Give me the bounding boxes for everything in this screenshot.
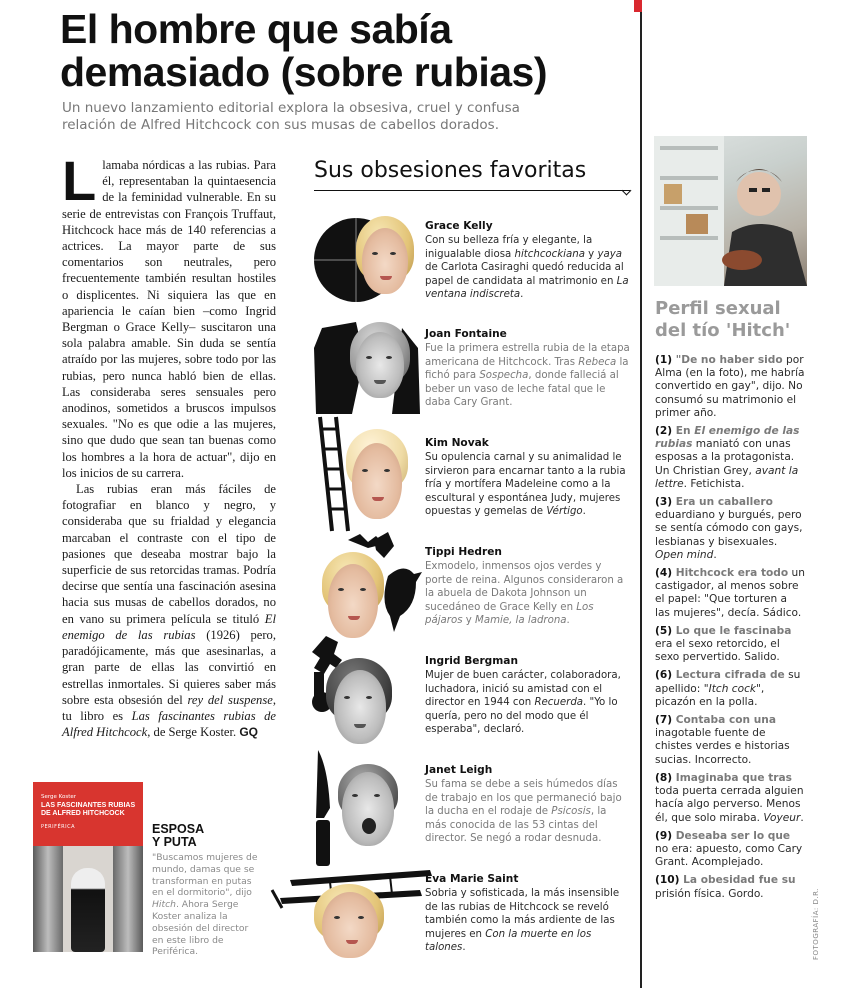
item-text: inagotable fuente de chistes verdes e historias sucias. Incorrecto.: [655, 727, 790, 766]
desc-text: Con su belleza fría y elegante, la inigualable diosa: [425, 235, 593, 260]
grace-kelly-eye-right: [390, 252, 396, 255]
body-p2-c: , tu libro es: [62, 692, 276, 723]
item-number: (9): [655, 829, 673, 842]
deck-line-2: relación de Alfred Hitchcock con sus musas de cabellos dorados.: [62, 117, 499, 133]
profile-item-3: [655, 496, 805, 562]
item-text: prisión física. Gordo.: [655, 887, 764, 900]
desc-em: hitchcockiana: [514, 248, 585, 260]
corner-accent: [634, 0, 642, 12]
sidebar-title: [655, 298, 815, 342]
desc-text: de Carlota Casiraghi quedó reducida al papel de candidata al matrimonio en: [425, 262, 624, 287]
item-text: eduardiano y burgués, pero se sentía cómodo con gays, lesbianas y bisexuales.: [655, 509, 803, 548]
item-number: (4): [655, 567, 673, 580]
tippi-hedren-face: [328, 564, 378, 638]
desc-em: Sospecha: [479, 370, 529, 382]
body-p2-a: Las rubias eran más fáciles de fotografiar en blanco y negro, y consideraba que su frialdad y elegancia marcaban el contraste con el tipo de pasiones que deseaba mostrar bajo la superficie de sus retorcidas tramas. Podría decirse que sentía una fascinación asesina hacia sus musas de cabellos dorados, no en vano su primera película se tituló: [62, 482, 276, 626]
obsessions-title: Sus obsesiones favoritas: [314, 158, 587, 183]
item-tail: , picazón en la polla.: [655, 682, 765, 708]
janet-leigh-eye-right: [374, 794, 380, 797]
obsession-name: Janet Leigh: [425, 764, 493, 776]
body-paragraph-1: [62, 149, 276, 481]
item-tail: .: [800, 811, 804, 824]
deck: [62, 100, 622, 134]
kim-novak-eye-left: [362, 469, 368, 472]
desc-text: , la más conocida de las 53 cintas del director. Se negó a rodar desnuda.: [425, 806, 607, 845]
profile-item-9: [655, 830, 805, 870]
desc-em: yaya: [597, 248, 622, 260]
sidebar-title-line-1: Perfil sexual: [655, 298, 781, 319]
eva-marie-saint-face: [322, 892, 378, 958]
eva-marie-saint-eye-right: [358, 916, 364, 919]
obsession-entry-janet-leigh: [425, 764, 630, 845]
ingrid-bergman-eye-right: [366, 696, 372, 699]
portrait-grace-kelly: [308, 210, 420, 306]
book-box-title-line-2: Y PUTA: [152, 835, 197, 849]
desc-em: Recuerda: [534, 697, 584, 709]
item-lead: Contaba con una: [672, 714, 776, 727]
grace-kelly-face: [362, 228, 408, 294]
item-number: (2): [655, 425, 673, 438]
desc-em: Los pájaros: [425, 601, 594, 627]
desc-text: .: [582, 506, 586, 518]
grace-kelly-eye-left: [372, 252, 378, 255]
item-em: Open mind: [655, 548, 714, 561]
joan-fontaine-face: [356, 332, 404, 398]
obsession-entry-joan-fontaine: [425, 328, 630, 409]
book-box-text: [152, 852, 262, 958]
item-lead-em: El enemigo de las rubias: [655, 425, 800, 451]
item-em: avant la lettre: [655, 464, 799, 490]
desc-text: y: [462, 615, 476, 627]
book-cover-band: [33, 782, 143, 846]
obsession-name: Grace Kelly: [425, 220, 493, 232]
headline-line-1: El hombre que sabía: [60, 6, 452, 52]
janet-leigh-screaming-mouth: [362, 818, 376, 834]
item-number: (3): [655, 496, 673, 509]
portrait-ingrid-bergman: [304, 632, 424, 750]
gq-logo-mark: GQ: [239, 725, 258, 740]
obsession-name: Kim Novak: [425, 437, 489, 449]
body-p2-d: , de Serge Koster.: [147, 725, 240, 740]
profile-item-5: [655, 625, 805, 665]
obsession-desc: [425, 778, 630, 845]
desc-text: la fichó para: [425, 356, 629, 382]
item-lead: La obesidad fue su: [679, 874, 796, 887]
desc-text: Su fama se debe a seis húmedos días de trabajo en los que permaneció bajo la ducha en el rodaje de: [425, 779, 622, 818]
portrait-eva-marie-saint: [270, 868, 440, 960]
book-cover-publisher: PERIFÉRICA: [41, 824, 76, 830]
body-p2-em2: rey del suspense: [187, 692, 273, 707]
book-cover-title: LAS FASCINANTES RUBIAS DE ALFRED HITCHCOCK: [41, 802, 136, 817]
desc-text: . "Yo lo quería, pero no del modo que él esperaba", declaró.: [425, 697, 618, 736]
desc-text: Exmodelo, inmensos ojos verdes y porte de reina. Algunos consideraron a la abuela de Dakota Johnson un sucedáneo de Grace Kelly en: [425, 561, 624, 613]
book-cover-curtain-left: [33, 846, 63, 952]
desc-em: Mamie, la ladrona: [475, 615, 567, 627]
kim-novak-face: [352, 443, 402, 519]
item-tail: .: [713, 548, 717, 561]
book-cover-author: Serge Koster: [41, 794, 77, 800]
headline: [60, 8, 640, 94]
desc-em: Rebeca: [578, 356, 617, 368]
item-lead: Deseaba ser lo que: [672, 829, 791, 842]
book-box-title-line-1: ESPOSA: [152, 822, 205, 836]
obsession-desc: [425, 234, 630, 301]
item-text: maniató con unas esposas a la protagonista. Un Christian Grey,: [655, 438, 795, 477]
janet-leigh-eye-left: [352, 794, 358, 797]
desc-em: Psicosis: [551, 806, 591, 818]
eva-marie-saint-eye-left: [334, 916, 340, 919]
desc-text: , donde falleciá al beber un vaso de leche fatal que le daba Cary Grant.: [425, 370, 619, 409]
body-p1-text: lamaba nórdicas a las rubias. Para él, representaban la quintaesencia de la feminidad vulnerable. En su serie de entrevistas con François Truffaut, Hitchcock hace más de 140 referencias a actrices. La mayor parte de sus comentarios son neutrales, pero frecuentemente también resultan hostiles o displicentes. Ni siquiera las que en apariencia le caían bien –como Ingrid Bergman o Grace Kelly– suscitaron una sola palabra amable. Sin duda se sentía atraído por las mujeres, sobre todo por las rubias, pero nunca habló bien de ellas. Las consideraba seres sensuales pero anodinos, sometidos a bruscos impulsos sexuales. "No es que odie a las mujeres, sino que dudo que sean tan buenas como los hombres a la hora de actuar", dijo en los inicios de su carrera.: [62, 158, 276, 480]
profile-item-4: [655, 567, 805, 620]
item-lead: Lectura cifrada de: [672, 669, 785, 682]
headline-line-2: demasiado (sobre rubias): [60, 49, 547, 95]
obsession-name: Tippi Hedren: [425, 546, 502, 558]
item-lead: Imaginaba que tras: [672, 771, 792, 784]
sidebar-title-line-2: del tío 'Hitch': [655, 320, 791, 341]
item-lead: Lo que le fascinaba: [672, 624, 792, 637]
profile-item-6: [655, 669, 805, 709]
item-text: era el sexo retorcido, el sexo pervertido. Salido.: [655, 638, 780, 664]
kitchen-photo-illustration: [654, 136, 807, 286]
ingrid-bergman-face: [334, 670, 386, 744]
kim-novak-eye-right: [384, 469, 390, 472]
book-box-title: [152, 823, 204, 849]
item-em: Voyeur: [763, 811, 801, 824]
obsession-desc: [425, 451, 630, 518]
item-lead: Hitchcock era todo: [672, 567, 789, 580]
obsession-entry-eva-marie-saint: [425, 873, 630, 954]
photo-credit: FOTOGRAFÍA: D.R.: [812, 888, 820, 960]
desc-em: Vértigo: [546, 506, 583, 518]
book-box-text-a: "Buscamos mujeres de mundo, damas que se transforman en putas en el dormitorio", dijo: [152, 852, 258, 899]
joan-fontaine-eye-left: [366, 356, 372, 359]
body-paragraph-2: [62, 481, 276, 740]
desc-text: Sobria y sofisticada, la más insensible de las rubias de Hitchcock se reveló también como la más ardiente de las mujeres en: [425, 888, 620, 940]
profile-item-2: [655, 425, 805, 491]
profile-item-8: [655, 772, 805, 825]
body-p2-em3: Las fascinantes rubias de Alfred Hitchcock: [62, 708, 276, 740]
item-number: (6): [655, 669, 673, 682]
photo-alma-hitchcock: [654, 136, 807, 286]
portrait-janet-leigh: [310, 748, 420, 874]
item-number: (10): [655, 874, 680, 887]
profile-item-10: [655, 874, 805, 900]
desc-text: .: [520, 289, 524, 301]
item-number: (8): [655, 771, 673, 784]
obsession-name: Ingrid Bergman: [425, 655, 518, 667]
item-lead: Era un caballero: [672, 496, 773, 509]
ingrid-bergman-eye-left: [344, 696, 350, 699]
desc-em: La ventana indiscreta: [425, 275, 629, 301]
obsession-desc: [425, 342, 630, 409]
ladder-icon: [310, 415, 350, 533]
obsession-entry-ingrid-bergman: [425, 655, 630, 736]
tippi-hedren-eye-right: [360, 588, 366, 591]
janet-leigh-face: [342, 772, 394, 846]
item-lead: "De no haber sido: [672, 354, 783, 366]
portrait-tippi-hedren: [318, 532, 426, 644]
desc-text: .: [462, 942, 466, 954]
profile-item-1: [655, 354, 805, 420]
item-text: no era: apuesto, como Cary Grant. Acomplejado.: [655, 842, 803, 869]
sexual-profile-list: [655, 354, 805, 906]
desc-text: Fue la primera estrella rubia de la etapa americana de Hitchcock. Tras: [425, 343, 630, 368]
obsession-name: Joan Fontaine: [425, 328, 507, 340]
article-body: [62, 149, 276, 740]
desc-text: y: [584, 248, 598, 260]
obsession-name: Eva Marie Saint: [425, 873, 519, 885]
portrait-joan-fontaine: [312, 318, 422, 418]
obsession-entry-grace-kelly: [425, 220, 630, 301]
obsession-entry-kim-novak: [425, 437, 630, 518]
drop-cap: L: [62, 149, 97, 212]
body-p2-em1: El enemigo de las rubias: [62, 611, 276, 642]
book-box-text-b: . Ahora Serge Koster analiza la obsesión del director en este libro de Periférica.: [152, 899, 249, 958]
obsessions-title-rule: [314, 190, 630, 191]
item-text: toda puerta cerrada alguien hacía algo perverso. Menos él, que solo miraba.: [655, 785, 804, 824]
book-cover: [33, 782, 143, 952]
deck-line-1: Un nuevo lanzamiento editorial explora la obsesiva, cruel y confusa: [62, 100, 520, 116]
book-cover-figure: [71, 868, 105, 952]
item-text: por Alma (en la foto), me habría convertido en gay", dijo. No consumó su matrimonio el primer año.: [655, 354, 805, 419]
item-text: un castigador, al menos sobre el papel: "Que torturen a las mujeres", decía. Sádico.: [655, 567, 805, 619]
item-number: (7): [655, 714, 673, 727]
joan-fontaine-eye-right: [386, 356, 392, 359]
item-tail: . Fetichista.: [683, 477, 745, 490]
obsession-entry-tippi-hedren: [425, 546, 630, 627]
portrait-kim-novak: [310, 415, 422, 533]
desc-text: Mujer de buen carácter, colaboradora, luchadora, inició su amistad con el director en 1944 con: [425, 670, 621, 709]
desc-text: .: [566, 615, 570, 627]
item-number: (1): [655, 354, 673, 366]
obsession-desc: [425, 669, 630, 736]
desc-text: Su opulencia carnal y su animalidad le sirvieron para encarnar tanto a la rubia fría y mortífera Madeleine como a la escultural y espontánea Judy, mujeres opuestas y gemelas de: [425, 452, 626, 518]
book-box-text-em: Hitch: [152, 899, 176, 911]
item-number: (5): [655, 624, 673, 637]
body-p2-b: (1926) pero, paradójicamente, más que asesinarlas, a gran parte de ellas las convirtió en estrellas inmortales. Si quieres saber más sobre esta obsesión del: [62, 627, 276, 707]
item-text: su apellido:: [655, 669, 801, 695]
column-divider: [640, 0, 642, 988]
book-cover-curtain-right: [113, 846, 143, 952]
item-em: "Itch cock": [703, 682, 761, 695]
profile-item-7: [655, 714, 805, 767]
obsession-desc: [425, 887, 630, 954]
tippi-hedren-eye-left: [338, 588, 344, 591]
item-lead: En: [672, 425, 695, 438]
desc-em: Con la muerte en los talones: [425, 928, 592, 954]
obsession-desc: [425, 560, 630, 627]
